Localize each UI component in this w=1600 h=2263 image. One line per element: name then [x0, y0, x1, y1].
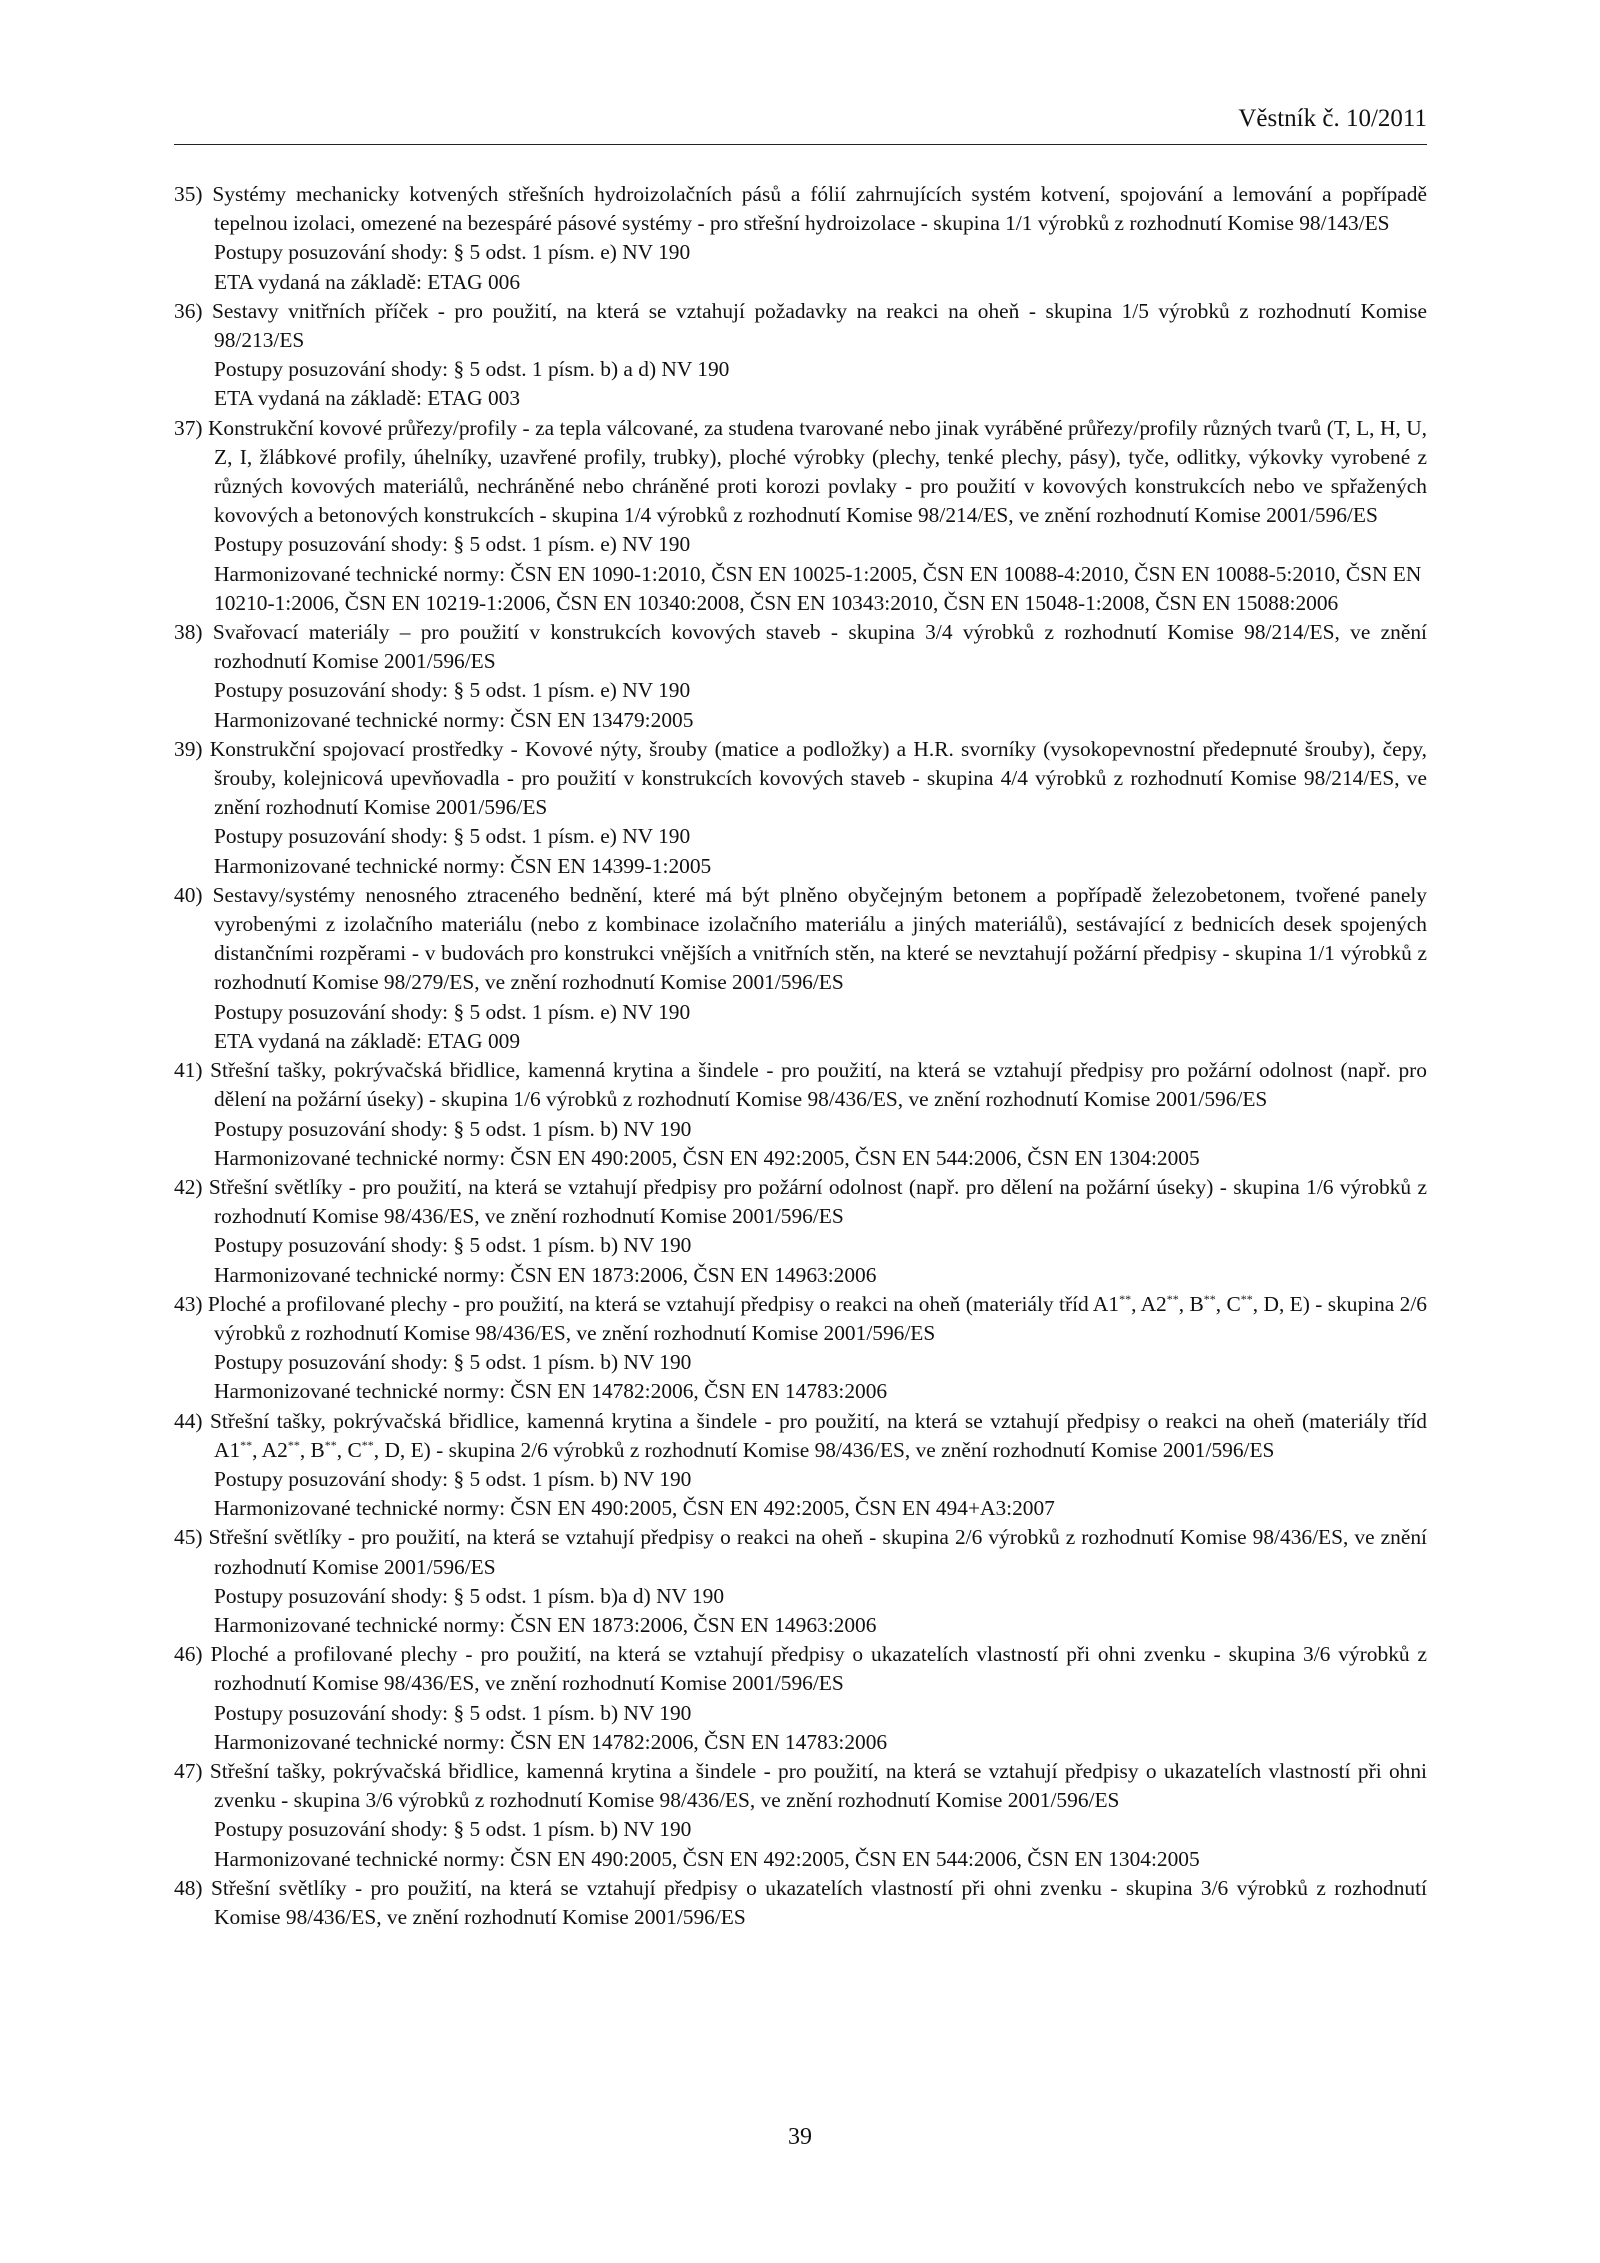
list-item-text-part: , B — [1178, 1291, 1204, 1316]
list-item — [174, 1290, 1427, 1407]
list-item — [174, 180, 1427, 297]
page-header-title: Věstník č. 10/2011 — [1238, 105, 1427, 132]
list-item-detail: Harmonizované technické normy: ČSN EN 490:2005, ČSN EN 492:2005, ČSN EN 494+A3:2007 — [214, 1496, 1055, 1521]
list-item — [174, 735, 1427, 881]
list-item-text-part: , B — [299, 1437, 325, 1462]
list-item — [174, 1056, 1427, 1173]
list-item — [174, 881, 1427, 1056]
list-item-number: 42) — [174, 1174, 203, 1199]
list-item-text — [174, 1523, 1427, 1581]
list-item-text-part: , D, E) - skupina 2/6 výrobků z rozhodnutí Komise 98/436/ES, ve znění rozhodnutí Komise 2001/596/ES — [214, 1291, 1427, 1345]
list-item-detail: Postupy posuzování shody: § 5 odst. 1 písm. b) NV 190 — [214, 1233, 692, 1258]
header-divider — [174, 144, 1427, 145]
list-item-description: Střešní světlíky - pro použití, na která se vztahují předpisy o reakci na oheň - skupina 2/6 výrobků z rozhodnutí Komise 98/436/ES, ve znění rozhodnutí Komise 2001/596/ES — [208, 1525, 1427, 1579]
list-item-description: Střešní světlíky - pro použití, na která se vztahují předpisy o ukazatelích vlastností při ohni zvenku - skupina 3/6 výrobků z rozhodnutí Komise 98/436/ES, ve znění rozhodnutí Komise 2001/596/ES — [210, 1875, 1427, 1929]
list-item-detail: Postupy posuzování shody: § 5 odst. 1 písm. e) NV 190 — [214, 999, 691, 1024]
list-item-detail: Harmonizované technické normy: ČSN EN 1090-1:2010, ČSN EN 10025-1:2005, ČSN EN 10088-4:2010, ČSN EN 10088-5:2010, ČSN EN 10210-1:2006, ČSN EN 10219-1:2006, ČSN EN 10340:2008, ČSN EN 10343:2010, ČSN EN 15048-1:2008, ČSN EN 15088:2006 — [214, 561, 1422, 615]
list-item-detail: Postupy posuzování shody: § 5 odst. 1 písm. b) NV 190 — [214, 1116, 692, 1141]
list-item-detail: ETA vydaná na základě: ETAG 009 — [214, 1028, 521, 1053]
list-item-number: 37) — [174, 415, 203, 440]
superscript-mark: ** — [361, 1437, 374, 1452]
list-item-description: Střešní světlíky - pro použití, na která se vztahují předpisy pro požární odolnost (např. pro dělení na požární úseky) - skupina 1/6 výrobků z rozhodnutí Komise 98/436/ES, ve znění rozhodnutí Komise 2001/596/ES — [208, 1174, 1427, 1229]
list-item-description: Konstrukční spojovací prostředky - Kovové nýty, šrouby (matice a podložky) a H.R. svorníky (vysokopevnostní předepnuté šrouby), čepy, šrouby, kolejnicová upevňovadla - pro použití v konstrukcích kovových staveb - skupina 4/4 výrobků z rozhodnutí Komise 98/214/ES, ve znění rozhodnutí Komise 2001/596/ES — [209, 736, 1427, 820]
list-item-description: Sestavy/systémy nenosného ztraceného bednění, které má být plněno obyčejným betonem a popřípadě železobetonem, tvořené panely vyrobenými z izolačního materiálu (nebo z kombinace izolačního materiálu a jiných materiálů), sestávající z bednicích desek spojených distančními rozpěrami - v budovách pro konstrukci vnějších a vnitřních stěn, na které se nevztahují požární předpisy - skupina 1/1 výrobků z rozhodnutí Komise 98/279/ES, ve znění rozhodnutí Komise 2001/596/ES — [212, 882, 1427, 995]
list-item-detail: Postupy posuzování shody: § 5 odst. 1 písm. b) a d) NV 190 — [214, 357, 730, 382]
list-item-text — [174, 1290, 1427, 1348]
list-item-number: 40) — [174, 882, 203, 907]
list-item-number: 43) — [174, 1291, 203, 1316]
list-item-text — [174, 1173, 1427, 1231]
list-item — [174, 1173, 1427, 1290]
list-item-text — [174, 881, 1427, 998]
list-item-detail: Postupy posuzování shody: § 5 odst. 1 písm. b) NV 190 — [214, 1466, 692, 1491]
list-item-text — [174, 1640, 1427, 1698]
list-item-text — [174, 1056, 1427, 1114]
list-item-detail: Harmonizované technické normy: ČSN EN 14399-1:2005 — [214, 853, 712, 878]
list-item-text — [174, 1757, 1427, 1815]
list-item-detail: Harmonizované technické normy: ČSN EN 490:2005, ČSN EN 492:2005, ČSN EN 544:2006, ČSN EN 1304:2005 — [214, 1846, 1200, 1871]
list-item-number: 47) — [174, 1758, 203, 1783]
list-item-detail: Postupy posuzování shody: § 5 odst. 1 písm. e) NV 190 — [214, 824, 691, 849]
superscript-mark: ** — [1203, 1291, 1216, 1306]
list-item-text-part: , D, E) - skupina 2/6 výrobků z rozhodnutí Komise 98/436/ES, ve znění rozhodnutí Komise 2001/596/ES — [373, 1437, 1275, 1462]
list-item-detail: ETA vydaná na základě: ETAG 006 — [214, 269, 521, 294]
superscript-mark: ** — [287, 1437, 300, 1452]
superscript-mark: ** — [240, 1437, 253, 1452]
list-item-number: 39) — [174, 736, 203, 761]
superscript-mark: ** — [1166, 1291, 1179, 1306]
list-item-detail: Postupy posuzování shody: § 5 odst. 1 písm. b) NV 190 — [214, 1817, 692, 1842]
page-number: 39 — [788, 2124, 812, 2150]
list-item — [174, 1640, 1427, 1757]
list-item — [174, 618, 1427, 735]
list-item-description: Střešní tašky, pokrývačská břidlice, kamenná krytina a šindele - pro použití, na která se vztahují předpisy o ukazatelích vlastností při ohni zvenku - skupina 3/6 výrobků z rozhodnutí Komise 98/436/ES, ve znění rozhodnutí Komise 2001/596/ES — [209, 1758, 1427, 1813]
list-item-number: 46) — [174, 1642, 203, 1667]
list-item-description: Svařovací materiály – pro použití v konstrukcích kovových staveb - skupina 3/4 výrobků z rozhodnutí Komise 98/214/ES, ve znění rozhodnutí Komise 2001/596/ES — [212, 620, 1427, 674]
list-item-number: 36) — [174, 298, 203, 323]
list-item-description: Sestavy vnitřních příček - pro použití, na která se vztahují požadavky na reakci na oheň - skupina 1/5 výrobků z rozhodnutí Komise 98/213/ES — [212, 298, 1427, 353]
list-item-detail: Postupy posuzování shody: § 5 odst. 1 písm. b) NV 190 — [214, 1700, 692, 1725]
list-item — [174, 414, 1427, 618]
list-item-detail: Harmonizované technické normy: ČSN EN 14782:2006, ČSN EN 14783:2006 — [214, 1729, 888, 1754]
list-item-number: 38) — [174, 620, 203, 645]
list-item-number: 45) — [174, 1525, 203, 1550]
list-item-detail: Postupy posuzování shody: § 5 odst. 1 písm. e) NV 190 — [214, 532, 691, 557]
list-item-detail: Postupy posuzování shody: § 5 odst. 1 písm. e) NV 190 — [214, 678, 691, 703]
superscript-mark: ** — [1240, 1291, 1253, 1306]
list-item-text-part: Střešní tašky, pokrývačská břidlice, kamenná krytina a šindele - pro použití, na která se vztahují předpisy o reakci na oheň (materiály tříd A1 — [209, 1408, 1427, 1462]
list-item — [174, 297, 1427, 414]
list-item-detail: Postupy posuzování shody: § 5 odst. 1 písm. b)a d) NV 190 — [214, 1583, 725, 1608]
list-item-text-part: , C — [1215, 1291, 1241, 1316]
list-item-text-part: Ploché a profilované plechy - pro použití, na která se vztahují předpisy o reakci na oheň (materiály tříd A1 — [207, 1291, 1120, 1316]
list-item-text-part: , A2 — [1131, 1291, 1167, 1316]
list-item-detail: Harmonizované technické normy: ČSN EN 14782:2006, ČSN EN 14783:2006 — [214, 1379, 888, 1404]
list-item-detail: Harmonizované technické normy: ČSN EN 490:2005, ČSN EN 492:2005, ČSN EN 544:2006, ČSN EN 1304:2005 — [214, 1145, 1200, 1170]
list-item-text-part: , A2 — [252, 1437, 288, 1462]
list-item-text-part: , C — [336, 1437, 362, 1462]
list-item-description: Střešní tašky, pokrývačská břidlice, kamenná krytina a šindele - pro použití, na která se vztahují předpisy pro požární odolnost (např. pro dělení na požární úseky) - skupina 1/6 výrobků z rozhodnutí Komise 98/436/ES, ve znění rozhodnutí Komise 2001/596/ES — [210, 1058, 1427, 1112]
list-item-description: Systémy mechanicky kotvených střešních hydroizolačních pásů a fólií zahrnujících systém kotvení, spojování a lemování a popřípadě tepelnou izolaci, omezené na bezespáré pásové systémy - pro střešní hydroizolace - skupina 1/1 výrobků z rozhodnutí Komise 98/143/ES — [212, 182, 1427, 236]
superscript-mark: ** — [1119, 1291, 1132, 1306]
list-item-text — [174, 618, 1427, 676]
list-item-number: 44) — [174, 1408, 203, 1433]
list-item — [174, 1874, 1427, 1932]
list-item-detail: ETA vydaná na základě: ETAG 003 — [214, 386, 521, 411]
list-item-number: 35) — [174, 182, 203, 206]
list-item — [174, 1757, 1427, 1874]
list-item-text — [174, 1407, 1427, 1465]
list-item-detail: Harmonizované technické normy: ČSN EN 1873:2006, ČSN EN 14963:2006 — [214, 1612, 877, 1637]
list-item-detail: Harmonizované technické normy: ČSN EN 13479:2005 — [214, 707, 694, 732]
list-item-description: Ploché a profilované plechy - pro použití, na která se vztahují předpisy o ukazatelích vlastností při ohni zvenku - skupina 3/6 výrobků z rozhodnutí Komise 98/436/ES, ve znění rozhodnutí Komise 2001/596/ES — [210, 1642, 1427, 1696]
superscript-mark: ** — [324, 1437, 337, 1452]
list-item-text — [174, 297, 1427, 355]
list-item-text — [174, 180, 1427, 238]
list-item — [174, 1407, 1427, 1524]
list-item-detail: Postupy posuzování shody: § 5 odst. 1 písm. b) NV 190 — [214, 1350, 692, 1375]
list-item-description: Konstrukční kovové průřezy/profily - za tepla válcované, za studena tvarované nebo jinak vyráběné průřezy/profily různých tvarů (T, L, H, U, Z, I, žlábkové profily, úhelníky, uzavřené profily, trubky), ploché výrobky (plechy, tenké plechy, pásy), tyče, odlitky, výkovky vyrobené z různých kovových materiálů, nechráněné nebo chráněné proti korozi povlaky - pro použití v kovových konstrukcích nebo ve spřažených kovových a betonových konstrukcích - skupina 1/4 výrobků z rozhodnutí Komise 98/214/ES, ve znění rozhodnutí Komise 2001/596/ES — [207, 415, 1427, 528]
list-item-text — [174, 414, 1427, 531]
list-item-number: 41) — [174, 1058, 203, 1083]
list-item-number: 48) — [174, 1875, 203, 1900]
document-body — [174, 180, 1427, 1932]
list-item-text — [174, 735, 1427, 823]
list-item-text — [174, 1874, 1427, 1932]
list-item-detail: Postupy posuzování shody: § 5 odst. 1 písm. e) NV 190 — [214, 240, 691, 265]
list-item — [174, 1523, 1427, 1640]
list-item-detail: Harmonizované technické normy: ČSN EN 1873:2006, ČSN EN 14963:2006 — [214, 1262, 877, 1287]
